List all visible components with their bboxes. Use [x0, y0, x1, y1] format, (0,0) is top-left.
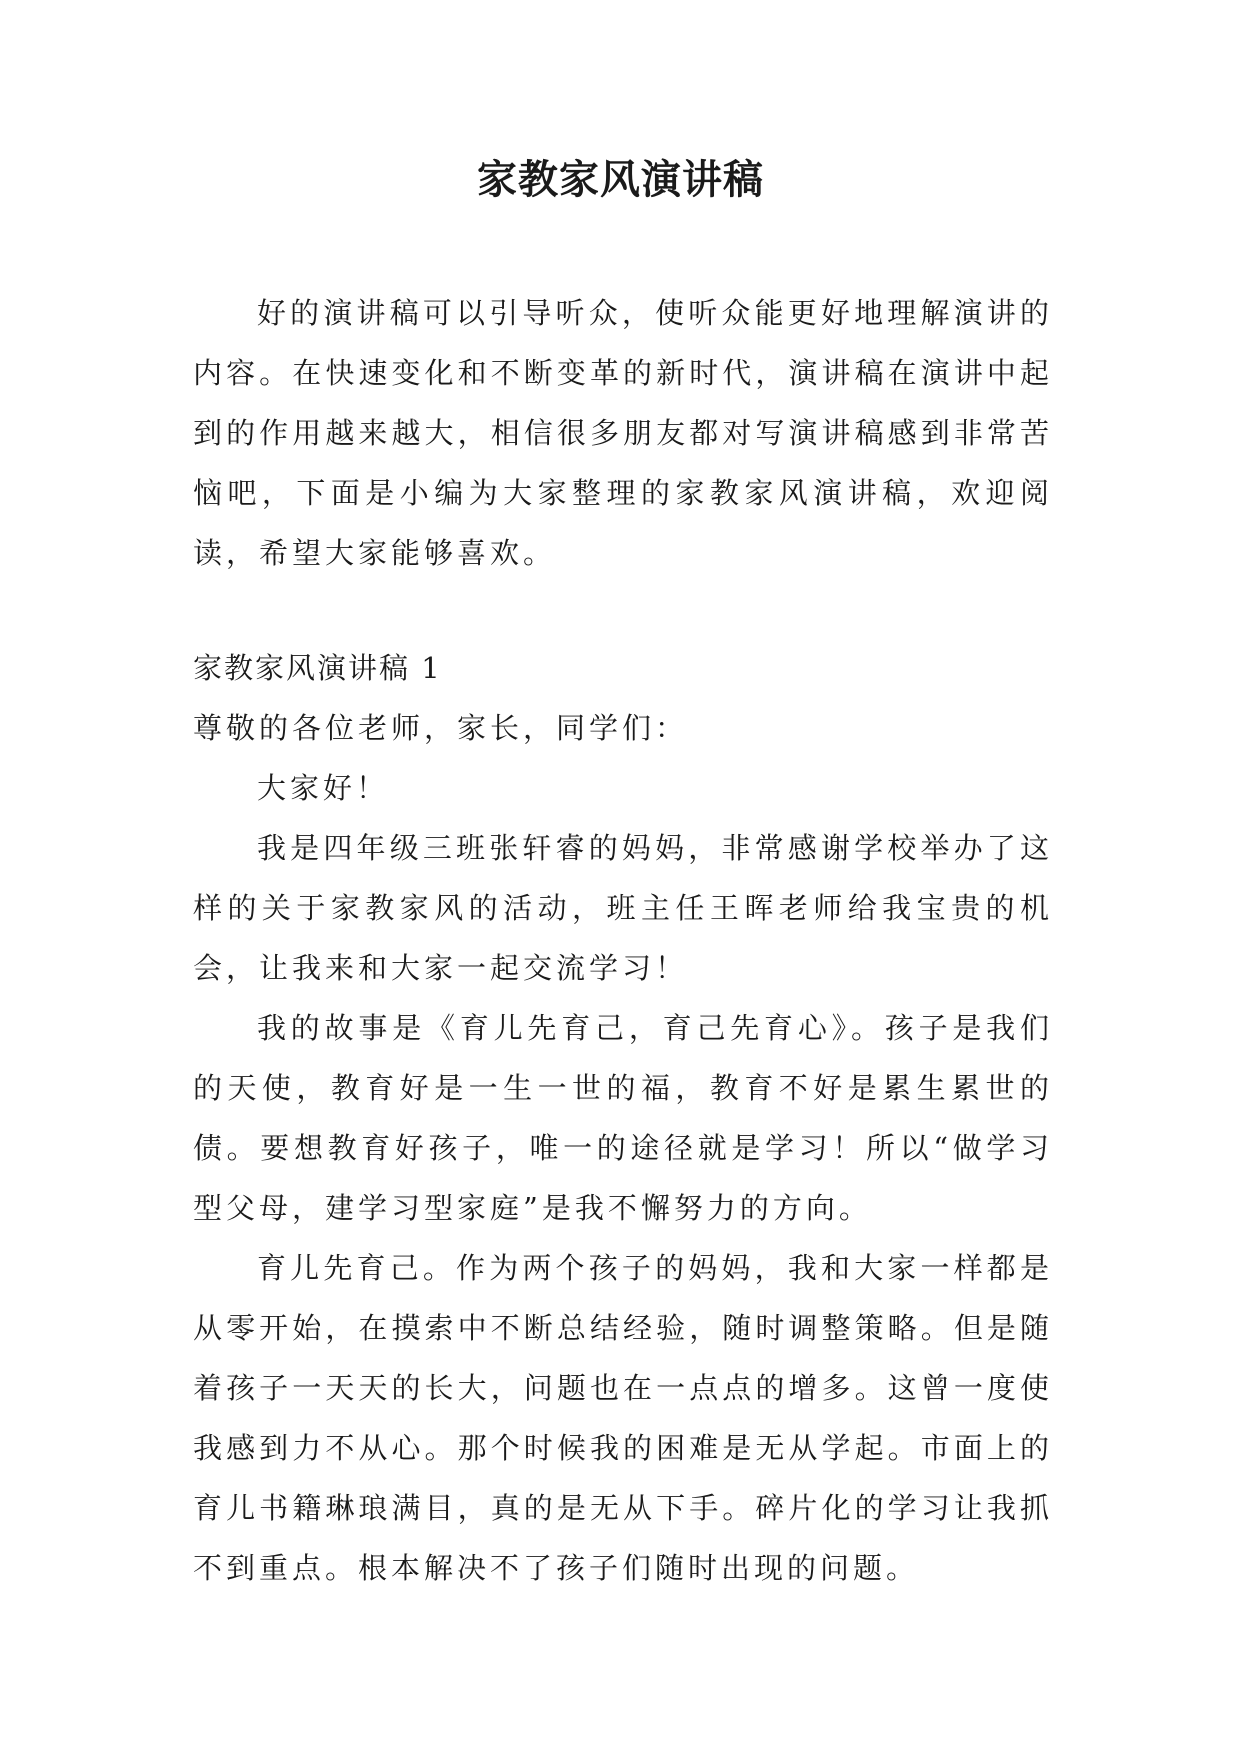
section-heading: 家教家风演讲稿 1	[193, 651, 442, 685]
speech-paragraph: 育儿先育己。作为两个孩子的妈妈，我和大家一样都是从零开始，在摸索中不断总结经验，随时调整策略。但是随着孩子一天天的长大，问题也在一点点的增多。这曾一度使我感到力不从心。那个时候我的困难是无从学起。市面上的育儿书籍琳琅满目，真的是无从下手。碎片化的学习让我抓不到重点。根本解决不了孩子们随时出现的问题。	[193, 1251, 1053, 1585]
document-title: 家教家风演讲稿	[477, 156, 764, 203]
speech-paragraph: 我的故事是《育儿先育己，育己先育心》。孩子是我们的天使，教育好是一生一世的福，教育不好是累生累世的债。要想教育好孩子，唯一的途径就是学习！所以“做学习型父母，建学习型家庭”是我不懈努力的方向。	[193, 1011, 1053, 1225]
speech-body	[193, 698, 1053, 1598]
intro-paragraph: 好的演讲稿可以引导听众，使听众能更好地理解演讲的内容。在快速变化和不断变革的新时代，演讲稿在演讲中起到的作用越来越大，相信很多朋友都对写演讲稿感到非常苦恼吧，下面是小编为大家整理的家教家风演讲稿，欢迎阅读，希望大家能够喜欢。	[193, 296, 1053, 570]
greeting: 大家好！	[257, 771, 390, 805]
salutation: 尊敬的各位老师，家长，同学们：	[193, 711, 689, 745]
speech-paragraph: 我是四年级三班张轩睿的妈妈，非常感谢学校举办了这样的关于家教家风的活动，班主任王晖老师给我宝贵的机会，让我来和大家一起交流学习！	[193, 831, 1053, 985]
